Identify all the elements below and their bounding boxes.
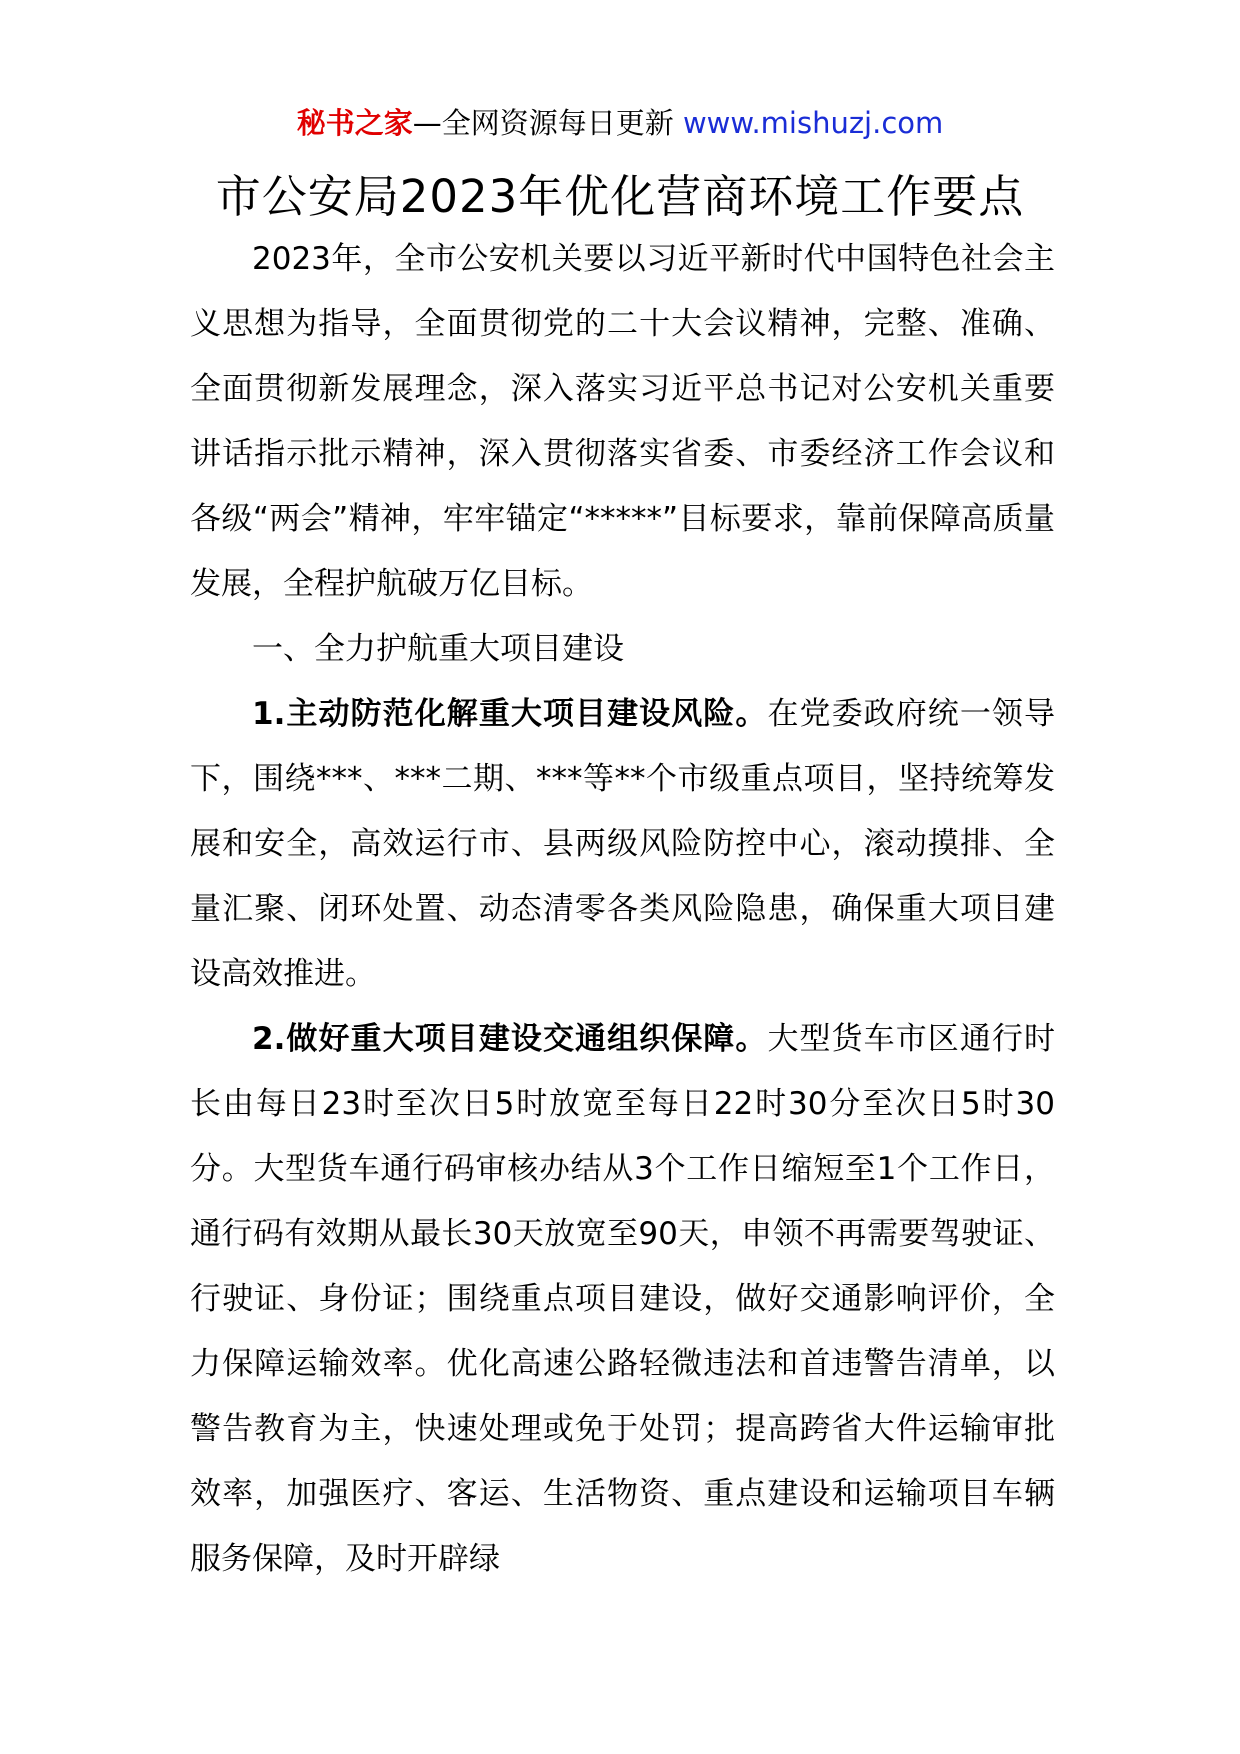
header-tagline: —全网资源每日更新 xyxy=(412,106,674,140)
item-text-1: 在党委政府统一领导下，围绕***、***二期、***等**个市级重点项目，坚持统筹发展和安全，高效运行市、县两级风险防控中心，滚动摸排、全量汇聚、闭环处置、动态清零各类风险隐患，确保重大项目建设高效推进。 xyxy=(190,696,1055,992)
item-paragraph-2 xyxy=(190,1007,1055,1592)
item-lead-1: 1.主动防范化解重大项目建设风险。 xyxy=(252,696,768,732)
item-paragraph-1 xyxy=(190,682,1055,1007)
site-header xyxy=(0,100,1240,146)
intro-paragraph: 2023年，全市公安机关要以习近平新时代中国特色社会主义思想为指导，全面贯彻党的二十大会议精神，完整、准确、全面贯彻新发展理念，深入落实习近平总书记对公安机关重要讲话指示批示精神，深入贯彻落实省委、市委经济工作会议和各级“两会”精神，牢牢锚定“*****”目标要求，靠前保障高质量发展，全程护航破万亿目标。 xyxy=(190,241,1055,602)
document-body xyxy=(190,227,1055,1592)
site-url-link[interactable]: www.mishuzj.com xyxy=(682,106,944,140)
document-title: 市公安局2023年优化营商环境工作要点 xyxy=(215,170,1025,223)
item-text-2: 大型货车市区通行时长由每日23时至次日5时放宽至每日22时30分至次日5时30分。大型货车通行码审核办结从3个工作日缩短至1个工作日，通行码有效期从最长30天放宽至90天，申领不再需要驾驶证、行驶证、身份证；围绕重点项目建设，做好交通影响评价，全力保障运输效率。优化高速公路轻微违法和首违警告清单，以警告教育为主，快速处理或免于处罚；提高跨省大件运输审批效率，加强医疗、客运、生活物资、重点建设和运输项目车辆服务保障，及时开辟绿 xyxy=(190,1021,1055,1577)
section-heading: 一、全力护航重大项目建设 xyxy=(252,631,624,667)
item-lead-2: 2.做好重大项目建设交通组织保障。 xyxy=(252,1021,768,1057)
brand-name: 秘书之家 xyxy=(296,106,413,140)
